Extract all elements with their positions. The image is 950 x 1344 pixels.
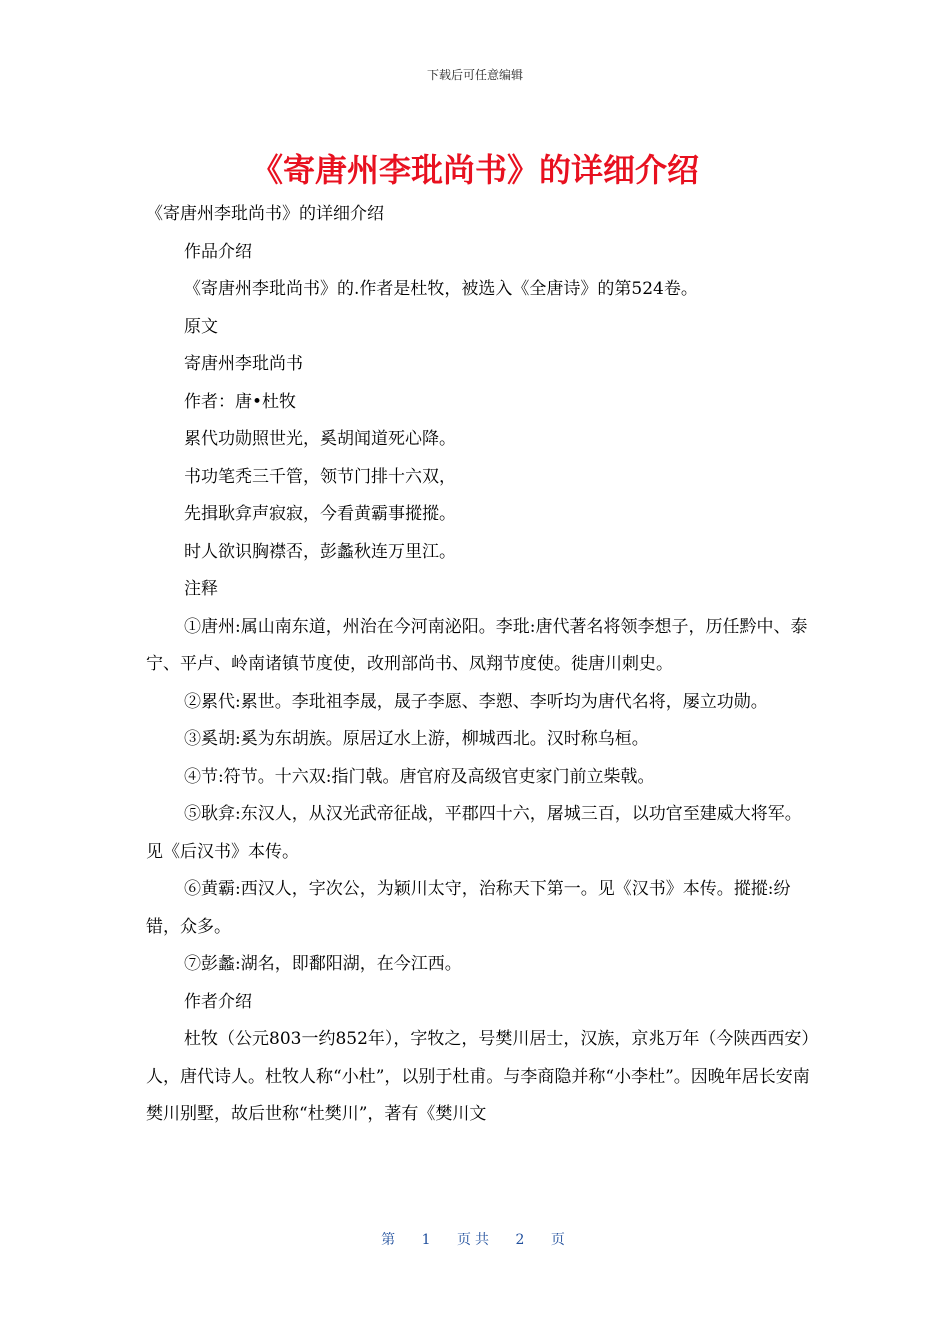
- page-header: 下载后可任意编辑: [426, 68, 523, 82]
- footer-middle: 页共: [457, 1232, 493, 1248]
- document-body: [146, 196, 810, 1134]
- poem-line: 累代功勋照世光，奚胡闻道死心降。: [184, 429, 456, 449]
- section-heading-author-intro: 作者介绍: [184, 991, 252, 1012]
- note-item: ⑤耿弇:东汉人，从汉光武帝征战，平郡四十六，屠城三百，以功官至建威大将军。见《后汉书》本传。: [146, 804, 802, 862]
- note-item: ⑥黄霸:西汉人，字次公，为颖川太守，治称天下第一。见《汉书》本传。摐摐:纷错，众多。: [146, 879, 791, 937]
- paragraph: 《寄唐州李玭尚书》的详细介绍: [146, 204, 384, 224]
- note-item: ②累代:累世。李玭祖李晟，晟子李愿、李愬、李听均为唐代名将，屡立功勋。: [184, 691, 768, 712]
- note-item: ①唐州:属山南东道，州治在今河南泌阳。李玭:唐代著名将领李想子，历任黔中、泰宁、平卢、岭南诸镇节度使，改刑部尚书、凤翔节度使。徙唐川刺史。: [146, 616, 808, 674]
- poem-title: 寄唐州李玭尚书: [184, 354, 303, 374]
- poem-line: 先揖耿弇声寂寂，今看黄霸事摐摐。: [184, 504, 456, 524]
- current-page-number: 1: [421, 1232, 435, 1248]
- note-item: ③奚胡:奚为东胡族。原居辽水上游，柳城西北。汉时称乌桓。: [184, 729, 649, 749]
- section-heading-notes: 注释: [184, 579, 218, 599]
- note-item: ④节:符节。十六双:指门戟。唐官府及高级官吏家门前立柴戟。: [184, 766, 655, 787]
- paragraph: 杜牧（公元803一约852年），字牧之，号樊川居士，汉族，京兆万年（今陕西西安）人，唐代诗人。杜牧人称“小杜”，以别于杜甫。与李商隐并称“小李杜”。因晚年居长安南樊川别墅，故后世称“杜樊川”，著有《樊川文: [146, 1029, 810, 1124]
- page-footer: [0, 1229, 950, 1249]
- section-heading-original-text: 原文: [184, 316, 218, 337]
- total-page-count: 2: [515, 1232, 529, 1248]
- poem-line: 时人欲识胸襟否，彭蠡秋连万里江。: [184, 541, 456, 562]
- footer-prefix: 第: [381, 1232, 400, 1248]
- note-item: ⑦彭蠡:湖名，即鄱阳湖，在今江西。: [184, 954, 462, 974]
- section-heading-work-intro: 作品介绍: [184, 241, 252, 262]
- paragraph: 《寄唐州李玭尚书》的.作者是杜牧，被选入《全唐诗》的第524卷。: [184, 279, 698, 299]
- document-title: 《寄唐州李玭尚书》的详细介绍: [250, 151, 699, 189]
- poem-author: 作者：唐•杜牧: [184, 391, 297, 412]
- poem-line: 书功笔秃三千管，领节门排十六双，: [184, 466, 456, 487]
- footer-suffix: 页: [550, 1232, 569, 1248]
